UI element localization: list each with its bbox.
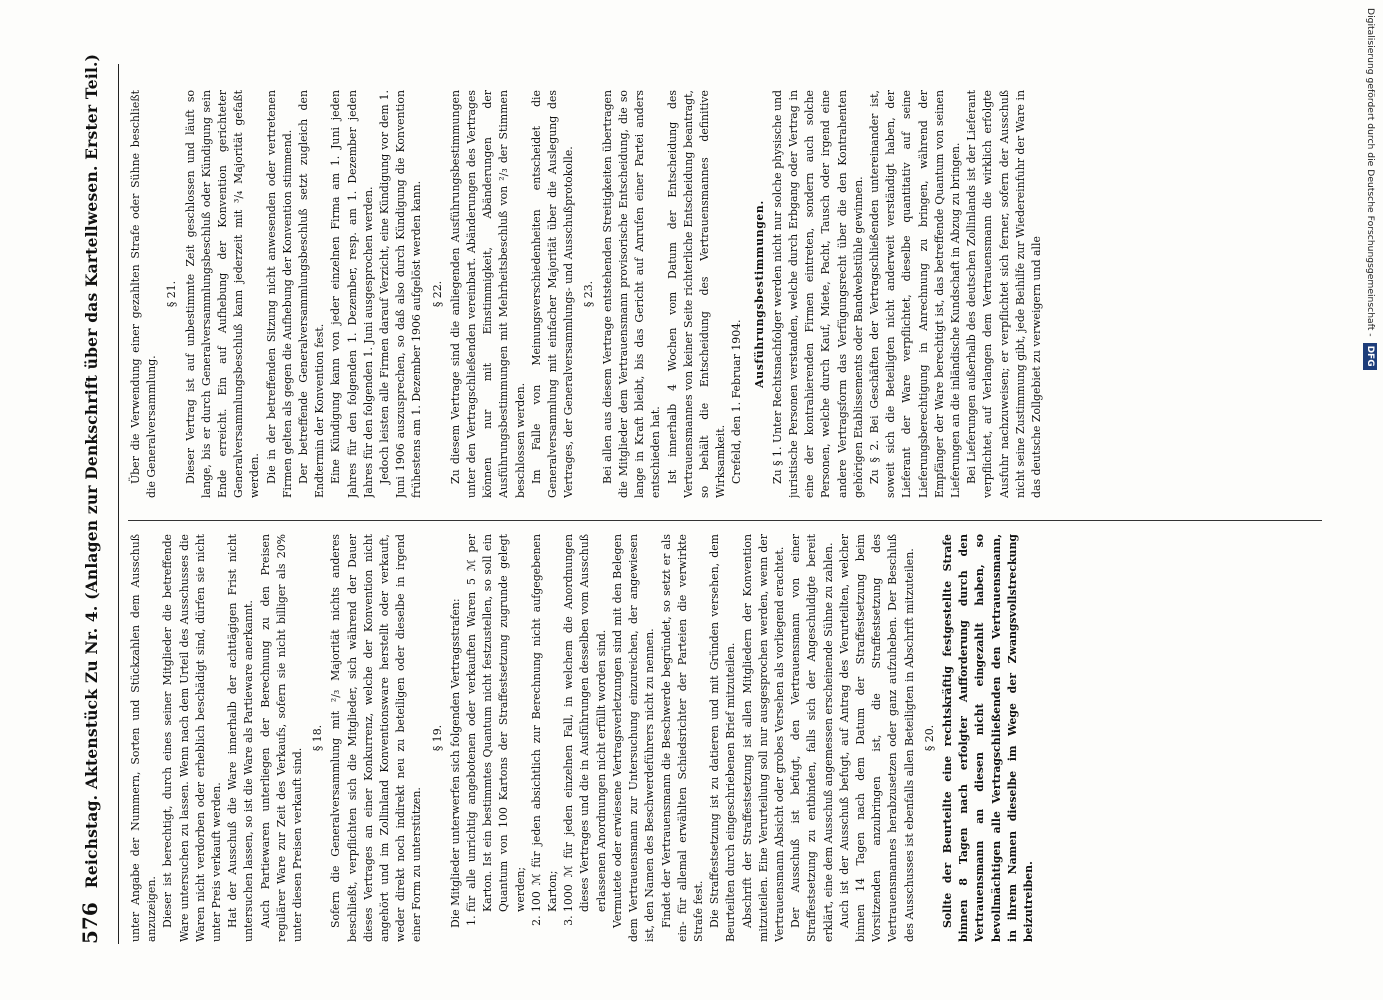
left-column [128,534,1324,942]
paragraph: Ist innerhalb 4 Wochen vom Datum der Entscheidung des Vertrauensmannes von keiner Seite richterliche Entscheidung beantragt, so behält die Entscheidung des Vertrauensmannes definitive Wirksamkeit. [665,90,728,498]
paragraph-bold [940,534,1037,942]
signing-date: Crefeld, den 1. Februar 1904. [730,319,744,484]
paragraph: Eine Kündigung kann von jeder einzelnen Firma am 1. Juni jeden Jahres für den folgenden 1. Dezember, resp. am 1. Dezember jeden Jahres für den folgenden 1. Juni ausgesprochen werden. [329,90,375,498]
paragraph: Über die Verwendung einer gezahlten Strafe oder Sühne beschließt die Generalversammlung. [129,90,159,498]
paragraph: Sofern die Generalversammlung mit ²/₃ Majorität nichts anderes beschließt, verpflichten sich die Mitglieder, sich während der Dauer dieses Vertrages an einer Konkurrenz, welche der Konvention nicht angehört und im Zollinland Konventionsware herstellt oder verkauft, weder direkt noch indirekt neu zu beteiligen oder dieselbe in irgend einer Form zu unterstützen. [329,534,424,942]
column-divider [128,520,1322,521]
paragraph: Abschrift der Straffestsetzung ist allen Mitgliedern der Konvention mitzuteilen. Eine Verurteilung soll nur ausgesprochen werden, wenn der Vertrauensmann Absicht oder grobes Versehen als vorliegend erachtet. [740,534,786,942]
section-number: § 20. [922,724,936,752]
penalty-list [464,534,610,942]
section-number: § 23. [582,280,596,308]
paragraph: Hat der Ausschuß die Ware innerhalb der achttägigen Frist nicht untersuchen lassen, so ist die Ware als Partieware anerkannt. [226,534,256,942]
section-number: § 21. [165,280,179,308]
section-number: § 18. [311,724,325,752]
paragraph: Dieser ist berechtigt, durch eines seiner Mitglieder die betreffende Ware untersuchen zu lassen. Wenn nach dem Urteil des Ausschusses die Waren nicht verdorben oder erheblich beschädigt sind, dürfen sie nicht unter Preis verkauft werden. [161,534,224,942]
running-header [78,53,119,944]
paragraph: Auch Partiewaren unterliegen der Berechnung zu den Preisen regulärer Ware zur Zeit des Verkaufs, sofern sie nicht billiger als 20% unter diesen Preisen verkauft sind. [258,534,305,942]
digitization-credit [1363,8,1377,1000]
paragraph: Auch ist der Ausschuß befugt, auf Antrag des Verurteilten, welcher binnen 14 Tagen nach dem Datum der Straffestsetzung beim Vorsitzenden anzubringen ist, die Straffestsetzung des Vertrauensmannes herabzusetzen oder ganz aufzuheben. Der Beschluß des Ausschusses ist ebenfalls allen Beteiligten in Abschrift mitzuteilen. [837,534,916,942]
paragraph: Bei allen aus diesem Vertrage entstehenden Streitigkeiten übertragen die Mitglieder dem Vertrauensmann provisorische Entscheidung, die so lange in Kraft bleibt, bis das Gericht auf Anrufen einer Partei anders entschieden hat. [600,90,663,498]
paragraph: Der betreffende Generalversammlungsbeschluß setzt zugleich den Endtermin der Konvention fest. [297,90,327,498]
paragraph: Zu § 1. Unter Rechtsnachfolger werden nicht nur solche physische und juristische Personen verstanden, welche durch Erbgang oder Vertrag in eine der kontrahierenden Firmen eintreten, sondern auch solche Personen, welche durch Kauf, Miete, Pacht, Tausch oder irgend eine andere Vertragsform das Verfügungsrecht über die den Kontrahenten gehörigen Etablissements oder Bandwebstühle gewinnen. [770,90,865,498]
paragraph: Jedoch leisten alle Firmen darauf Verzicht, eine Kündigung vor dem 1. Juni 1906 auszusprechen, so daß also durch Kündigung die Konvention frühestens am 1. Dezember 1906 aufgelöst werden kann. [378,90,424,498]
header-title: Reichstag. Aktenstück Zu Nr. 4. (Anlagen zur Denkschrift über das Kartellwesen. Erster Teil.) [82,53,101,889]
list-item: 3. 1000 ℳ für jeden einzelnen Fall, in welchem die Anordnungen dieses Vertrages und die in Ausführungen desselben vom Ausschuß erlassenen Anordnungen nicht erfüllt worden sind. [561,534,610,912]
paragraph: Die Straffestsetzung ist zu datieren und mit Gründen versehen, dem Beurteilten durch eingeschriebenen Brief mitzuteilen. [708,534,738,942]
list-item: 2. 100 ℳ für jeden absichtlich zur Berechnung nicht aufgegebenen Karton; [529,534,561,912]
credit-text: Digitalisierung gefördert durch die Deutsche Forschungsgemeinschaft - [1365,8,1376,337]
list-item: 1. für alle unrichtig angebotenen oder verkauften Waren 5 ℳ per Karton. Ist ein bestimmtes Quantum nicht festzustellen, so soll ein Quantum von 100 Kartons der Straffestsetzung zugrunde gelegt werden; [464,534,529,912]
paragraph: Findet der Vertrauensmann die Beschwerde begründet, so setzt er als ein- für allemal erwählten Schiedsrichter der Parteien die verwirkte Strafe fest. [659,534,705,942]
paragraph: Zu diesem Vertrage sind die anliegenden Ausführungsbestimmungen unter den Vertragschließenden vereinbart. Abänderungen des Vertrages können nur mit Einstimmigkeit, Abänderungen der Ausführungsbestimmungen mit Mehrheitsbeschluß von ²/₃ der Stimmen beschlossen werden. [448,90,527,498]
paragraph: Vermutete oder erwiesene Vertragsverletzungen sind mit den Belegen dem Vertrauensmann zur Untersuchung einzureichen, der angewiesen ist, den Namen des Beschwerdeführers nicht zu nennen. [610,534,657,942]
page-number: 576 [78,902,102,944]
dfg-logo: DFG [1363,343,1377,370]
paragraph: Im Falle von Meinungsverschiedenheiten entscheidet die Generalversammlung mit einfacher Majorität über die Auslegung des Vertrages, der Generalversammlungs- und Ausschußprotokolle. [529,90,576,498]
paragraph: Die in der betreffenden Sitzung nicht anwesenden oder vertretenen Firmen gelten als gegen die Aufhebung der Konvention stimmend. [264,90,294,498]
paragraph: Der Ausschuß ist befugt, den Vertrauensmann von einer Straffestsetzung zu entbinden, falls sich der Angeschuldigte bereit erklärt, eine dem Ausschuß angemessen erscheinende Sühne zu zahlen. [789,534,835,942]
section-number: § 22. [430,280,444,308]
section-heading: Ausführungsbestimmungen. [752,200,766,388]
bold-text: Sollte der Beurteilte eine rechtskräftig festgestellte Strafe binnen 8 Tagen nach erfolgter Aufforderung durch den Vertrauensmann an diesen nicht eingezahlt haben, so bevollmächtigen alle Vertragschließenden den Vertrauensmann, in ihrem Namen dieselbe im Wege der Zwangsvollstreckung beizutreiben. [940,534,1035,942]
digitization-credit-text [1363,8,1377,728]
paragraph: Dieser Vertrag ist auf unbestimmte Zeit geschlossen und läuft so lange, bis er durch Generalversammlungsbeschluß oder Kündigung sein Ende erreicht. Ein auf Aufhebung der Konvention gerichteter Generalversammlungsbeschluß kann jederzeit mit ³/₄ Majorität gefaßt werden. [183,90,262,498]
paragraph: Zu § 2. Bei Geschäften der Vertragschließenden untereinander ist, soweit sich die Beteiligten nicht anderweit verständigt haben, der Lieferant der Ware verpflichtet, dieselbe quantitativ auf seine Lieferungsberechtigung in Anrechnung zu bringen, während der Empfänger der Ware berechtigt ist, das betreffende Quantum von seinen Lieferungen an die inländische Kundschaft in Abzug zu bringen. [867,90,962,498]
right-column [128,90,1324,498]
paragraph: Die Mitglieder unterwerfen sich folgenden Vertragsstrafen: [448,598,462,928]
paragraph: Bei Lieferungen außerhalb des deutschen Zollinlands ist der Lieferant verpflichtet, auf Verlangen dem Vertrauensmann die wirklich erfolgte Ausfuhr nachzuweisen; er verpflichtet sich ferner, sofern der Ausschuß nicht seine Zustimmung gibt, jede Beihilfe zur Wiedereinfuhr der Ware in das deutsche Zollgebiet zu verweigern und alle [965,90,1043,498]
section-number: § 19. [430,724,444,752]
paragraph: unter Angabe der Nummern, Sorten und Stückzahlen dem Ausschuß anzuzeigen. [129,534,159,942]
